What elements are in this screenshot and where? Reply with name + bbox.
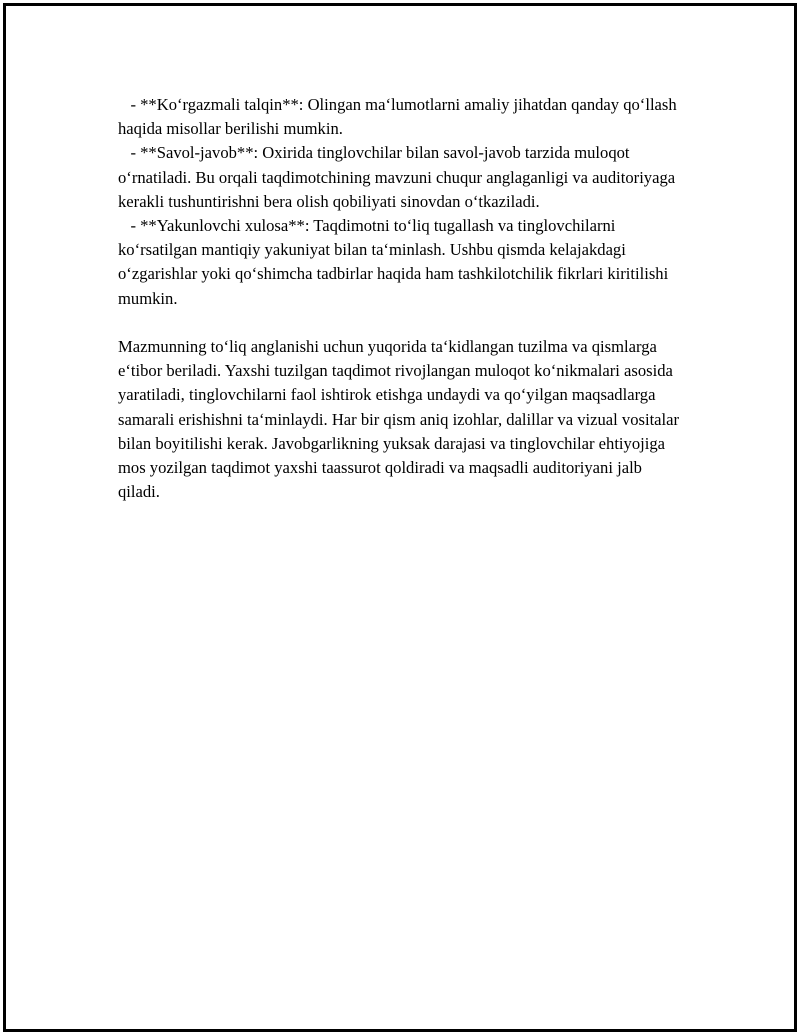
list-item-yakunlovchi-xulosa: - **Yakunlovchi xulosa**: Taqdimotni toʻliq tugallash va tinglovchilarni koʻrsatilgan mantiqiy yakuniyat bilan taʻminlash. Ushbu qismda kelajakdagi oʻzgarishlar yoki qoʻshimcha tadbirlar haqida ham tashkilotchilik fikrlari kiritilishi mumkin.: [118, 216, 673, 308]
paragraph-spacer: [118, 311, 688, 335]
closing-paragraph: Mazmunning toʻliq anglanishi uchun yuqorida taʻkidlangan tuzilma va qismlarga eʻtibor beriladi. Yaxshi tuzilgan taqdimot rivojlangan muloqot koʻnikmalari asosida yaratiladi, tinglovchilarni faol ishtirok etishga undaydi va qoʻyilgan maqsadlarga samarali erishishni taʻminlaydi. Har bir qism aniq izohlar, dalillar va vizual vositalar bilan boyitilishi kerak. Javobgarlikning yuksak darajasi va tinglovchilar ehtiyojiga mos yozilgan taqdimot yaxshi taassurot qoldiradi va maqsadli auditoriyani jalb qiladi.: [118, 337, 684, 502]
list-item-savol-javob: - **Savol-javob**: Oxirida tinglovchilar bilan savol-javob tarzida muloqot oʻrnatiladi. Bu orqali taqdimotchining mavzuni chuqur anglaganligi va auditoriyaga kerakli tushuntirishni bera olish qobiliyati sinovdan oʻtkaziladi.: [118, 143, 680, 211]
list-item-korgazmali-talqin: - **Koʻrgazmali talqin**: Olingan maʻlumotlarni amaliy jihatdan qanday qoʻllash haqida misollar berilishi mumkin.: [118, 95, 681, 139]
document-body: [118, 93, 688, 504]
